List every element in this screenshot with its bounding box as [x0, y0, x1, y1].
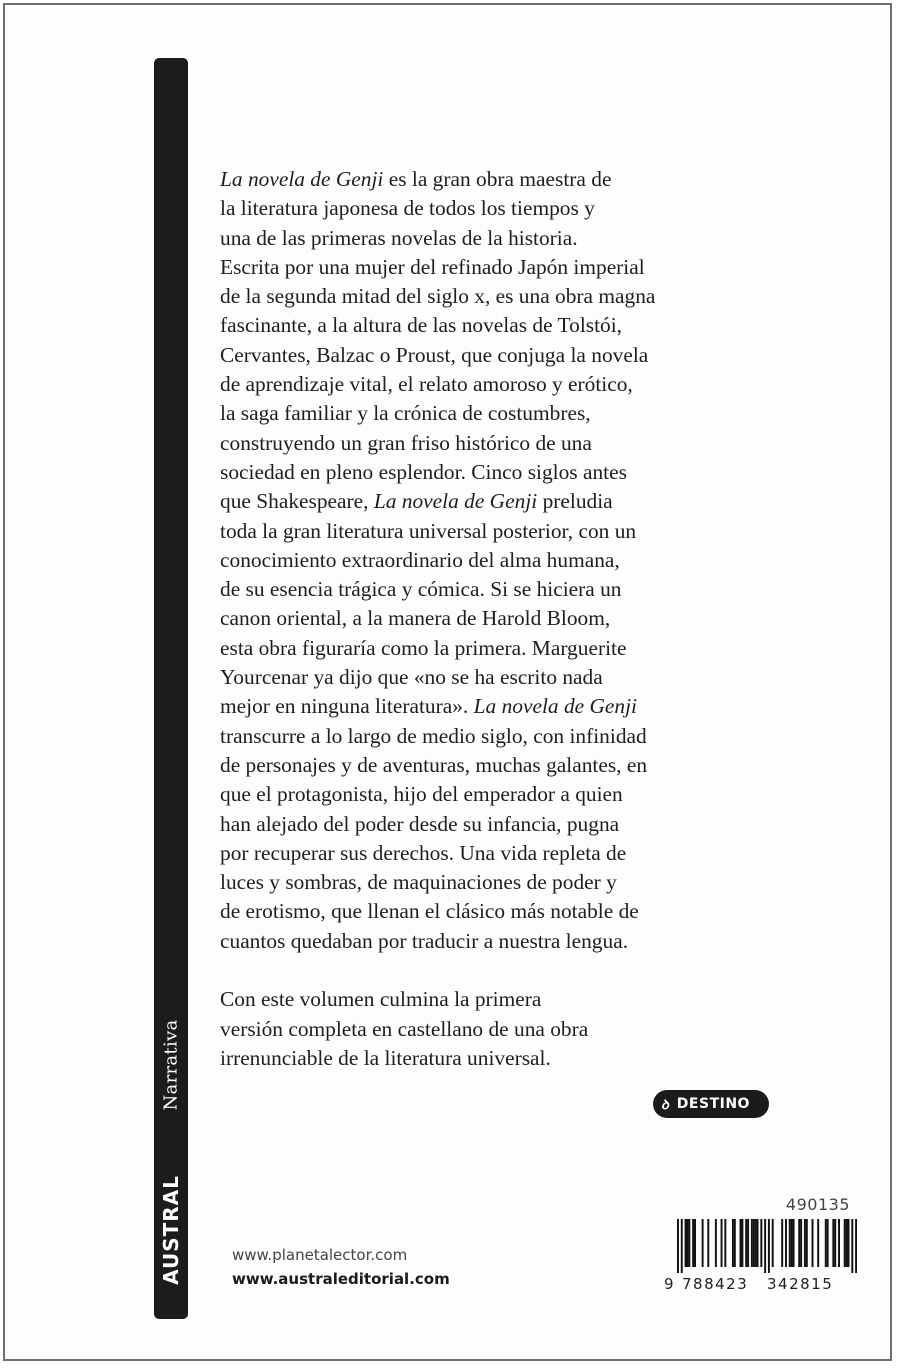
- barcode-bar: [851, 1219, 853, 1273]
- barcode-bar: [724, 1219, 726, 1267]
- text-segment: de personajes y de aventuras, muchas galantes, en: [220, 752, 648, 777]
- barcode-bar: [827, 1219, 829, 1267]
- text-segment: cuantos quedaban por traducir a nuestra lengua.: [220, 928, 629, 953]
- text-line: [220, 897, 780, 926]
- series-spine-band: [154, 58, 188, 1319]
- text-segment: toda la gran literatura universal posterior, con un: [220, 518, 637, 543]
- barcode-bar: [800, 1219, 802, 1267]
- text-line: [220, 1044, 780, 1073]
- text-segment: han alejado del poder desde su infancia, pugna: [220, 811, 620, 836]
- text-segment: construyendo un gran friso histórico de una: [220, 430, 592, 455]
- text-segment: de aprendizaje vital, el relato amoroso y erótico,: [220, 372, 633, 397]
- barcode-bar: [855, 1219, 857, 1273]
- barcode-bar: [677, 1219, 679, 1273]
- website-link-australeditorial[interactable]: www.australeditorial.com: [232, 1270, 450, 1288]
- text-segment: de erotismo, que llenan el clásico más notable de: [220, 899, 639, 924]
- text-line: [220, 634, 780, 663]
- text-line: [220, 575, 780, 604]
- synopsis-text: [220, 165, 780, 1073]
- book-title-italic: La novela de Genji: [473, 694, 638, 719]
- barcode-bar: [798, 1219, 800, 1267]
- barcode-bar: [732, 1219, 734, 1267]
- text-line: [220, 282, 780, 311]
- isbn-digits: [662, 1273, 862, 1293]
- barcode-bar: [772, 1219, 774, 1267]
- barcode-bar: [804, 1219, 806, 1267]
- barcode-bar: [745, 1219, 747, 1267]
- text-line: [220, 458, 780, 487]
- text-segment: sociedad en pleno esplendor. Cinco siglos antes: [220, 459, 627, 484]
- isbn-right-group: 342815: [767, 1275, 834, 1293]
- barcode-bar: [740, 1219, 742, 1267]
- text-line: [220, 868, 780, 897]
- publisher-name: DESTINO: [676, 1096, 750, 1112]
- barcode-bar: [791, 1219, 793, 1267]
- barcode-bar: [789, 1219, 791, 1267]
- text-line: [220, 663, 780, 692]
- text-line: [220, 604, 780, 633]
- text-line: [220, 165, 780, 194]
- publisher-logo: [653, 1090, 769, 1118]
- barcode-bar: [817, 1219, 819, 1267]
- barcode-bar: [812, 1219, 814, 1267]
- text-line: [220, 194, 780, 223]
- text-line: [220, 546, 780, 575]
- text-segment: de su esencia trágica y cómica. Si se hiciera un: [220, 577, 622, 602]
- text-segment: preludia: [537, 489, 613, 514]
- text-line: [220, 311, 780, 340]
- text-line: [220, 810, 780, 839]
- text-segment: de la segunda mitad del siglo x, es una obra magna: [220, 284, 656, 309]
- text-line: [220, 487, 780, 516]
- text-segment: Escrita por una mujer del refinado Japón imperial: [220, 254, 645, 279]
- text-segment: fascinante, a la altura de las novelas de Tolstói,: [220, 313, 623, 338]
- text-segment: irrenunciable de la literatura universal.: [220, 1045, 551, 1070]
- text-line: [220, 692, 780, 721]
- text-segment: mejor en ninguna literatura».: [220, 694, 474, 719]
- spine-series-label: AUSTRAL: [159, 1175, 183, 1285]
- barcode-bar: [741, 1219, 743, 1267]
- text-line: [220, 780, 780, 809]
- text-line: [220, 341, 780, 370]
- text-segment: versión completa en castellano de una obra: [220, 1016, 589, 1041]
- barcode-bar: [846, 1219, 848, 1267]
- price-code: 490135: [785, 1195, 850, 1214]
- text-segment: la literatura japonesa de todos los tiempos y: [220, 196, 595, 221]
- barcode-bar: [694, 1219, 696, 1267]
- barcode-bar: [781, 1219, 783, 1267]
- barcode-bar: [760, 1219, 762, 1267]
- barcode-bar: [688, 1219, 690, 1267]
- barcode-bar: [721, 1219, 723, 1267]
- website-link-planetalector[interactable]: www.planetalector.com: [232, 1246, 408, 1264]
- barcode-bar: [785, 1219, 787, 1267]
- text-line: [220, 370, 780, 399]
- barcode-bar: [681, 1219, 683, 1273]
- isbn-first-digit: 9: [664, 1275, 674, 1293]
- isbn-barcode: [677, 1219, 857, 1273]
- text-line: [220, 224, 780, 253]
- barcode-bar: [692, 1219, 694, 1267]
- barcode-bar: [764, 1219, 766, 1273]
- barcode-bar: [755, 1219, 757, 1267]
- barcode-bar: [834, 1219, 836, 1267]
- barcode-bar: [825, 1219, 827, 1267]
- synopsis-paragraph-1: [220, 165, 780, 956]
- paragraph-gap: [220, 956, 780, 985]
- synopsis-paragraph-2: [220, 985, 780, 1073]
- text-segment: Yourcenar ya dijo que «no se ha escrito nada: [220, 665, 603, 690]
- text-line: [220, 1015, 780, 1044]
- barcode-bar: [848, 1219, 850, 1267]
- text-segment: conocimiento extraordinario del alma humana,: [220, 547, 620, 572]
- text-line: [220, 722, 780, 751]
- barcode-bar: [715, 1219, 717, 1267]
- destino-logo-icon: ꝺ: [661, 1098, 668, 1113]
- book-back-cover: [3, 3, 892, 1361]
- text-segment: una de las primeras novelas de la historia.: [220, 225, 578, 250]
- barcode-bar: [768, 1219, 770, 1273]
- text-line: [220, 429, 780, 458]
- barcode-bar: [707, 1219, 709, 1267]
- text-segment: Con este volumen culmina la primera: [220, 987, 542, 1012]
- barcode-bar: [753, 1219, 755, 1267]
- text-segment: la saga familiar y la crónica de costumbres,: [220, 401, 591, 426]
- text-line: [220, 253, 780, 282]
- spine-category-label: Narrativa: [160, 1019, 182, 1111]
- text-segment: esta obra figuraría como la primera. Marguerite: [220, 635, 627, 660]
- text-segment: por recuperar sus derechos. Una vida repleta de: [220, 840, 627, 865]
- barcode-bar: [751, 1219, 753, 1267]
- barcode-bar: [838, 1219, 840, 1267]
- barcode-bar: [832, 1219, 834, 1267]
- text-line: [220, 517, 780, 546]
- text-segment: luces y sombras, de maquinaciones de poder y: [220, 870, 617, 895]
- barcode-bar: [734, 1219, 736, 1267]
- barcode-bar: [793, 1219, 795, 1267]
- text-segment: que el protagonista, hijo del emperador a quien: [220, 782, 623, 807]
- barcode-bar: [806, 1219, 808, 1267]
- barcode-bar: [757, 1219, 759, 1267]
- barcode-bar: [702, 1219, 704, 1267]
- text-segment: es la gran obra maestra de: [383, 167, 612, 191]
- book-title-italic: La novela de Genji: [220, 167, 384, 191]
- barcode-bar: [686, 1219, 688, 1267]
- text-line: [220, 399, 780, 428]
- text-line: [220, 985, 780, 1014]
- barcode-bar: [747, 1219, 749, 1267]
- text-line: [220, 751, 780, 780]
- text-segment: transcurre a lo largo de medio siglo, con infinidad: [220, 723, 647, 748]
- text-segment: que Shakespeare,: [220, 489, 374, 514]
- barcode-bar: [685, 1219, 687, 1267]
- text-segment: canon oriental, a la manera de Harold Bloom,: [220, 606, 611, 631]
- book-title-italic: La novela de Genji: [373, 489, 538, 514]
- barcode-bar: [844, 1219, 846, 1267]
- text-segment: Cervantes, Balzac o Proust, que conjuga la novela: [220, 342, 649, 367]
- isbn-left-group: 788423: [682, 1275, 749, 1293]
- text-line: [220, 839, 780, 868]
- text-line: [220, 927, 780, 956]
